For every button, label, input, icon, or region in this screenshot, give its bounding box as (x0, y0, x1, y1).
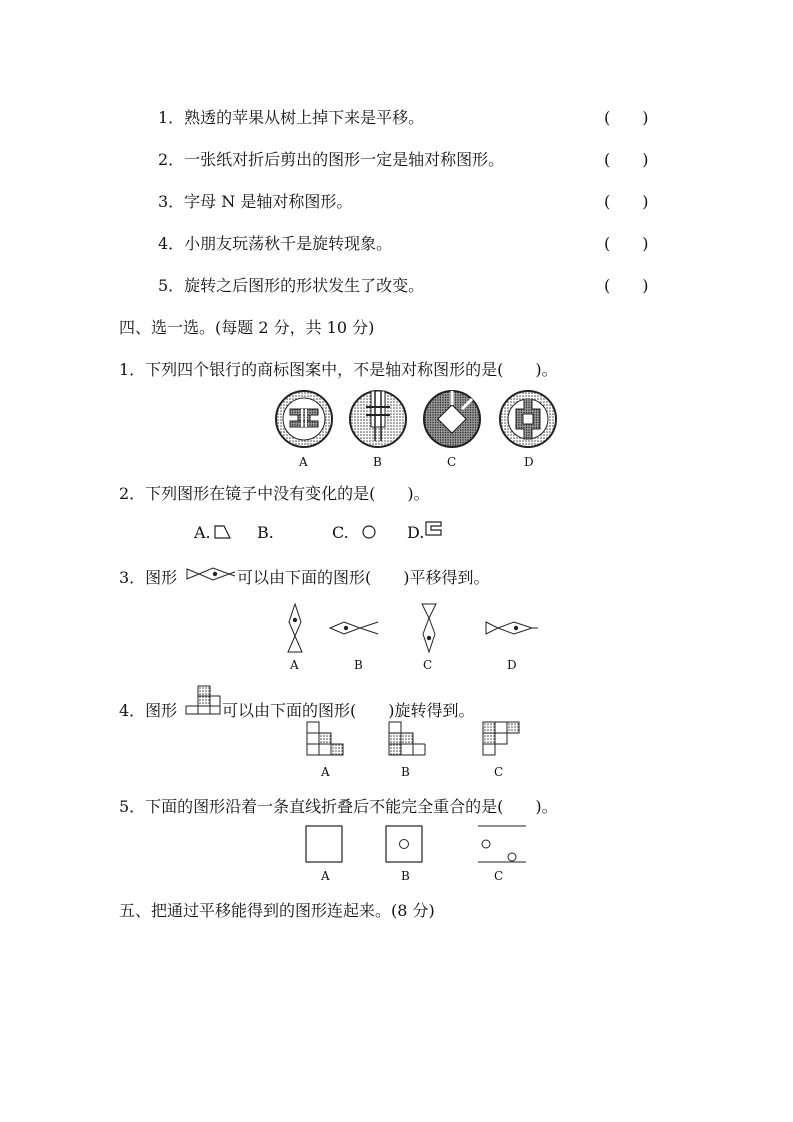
q3-options-figures (284, 602, 544, 658)
judge-item-2-text: 2．一张纸对折后剪出的图形一定是轴对称图形。 (158, 150, 505, 169)
judge-item-3-text: 3．字母 N 是轴对称图形。 (158, 192, 353, 211)
q1-stem: 1．下列四个银行的商标图案中，不是轴对称图形的是( )。 (119, 360, 558, 379)
logo-c-icon (424, 391, 480, 447)
q5-option-b-square-circle-icon (386, 826, 422, 862)
trapezoid-icon (213, 524, 233, 540)
q4-label-c: C (494, 765, 504, 779)
q3-stem-start: 3．图形 (119, 568, 178, 587)
q4-option-a-icon (307, 722, 343, 755)
q2-option-c: C. (332, 523, 349, 542)
circle-icon (360, 524, 378, 540)
q4-options-figures (305, 720, 525, 758)
judge-item-4-answer-blank[interactable]: ( ) (604, 234, 649, 253)
q4-stem-blocks-figure-icon (184, 684, 222, 716)
logo-d-icon (500, 391, 556, 447)
q1-label-b: B (373, 455, 382, 469)
fish-bowtie-figure-icon (185, 566, 237, 582)
logo-a-icon (276, 391, 332, 447)
judge-item-5-answer-blank[interactable]: ( ) (604, 276, 649, 295)
q2-option-a: A. (194, 523, 211, 542)
q4-label-b: B (401, 765, 410, 779)
q5-label-a: A (321, 869, 330, 883)
q4-label-a: A (321, 765, 330, 779)
judge-item-3-answer-blank[interactable]: ( ) (604, 192, 649, 211)
q4-option-c-icon (483, 722, 519, 755)
q5-label-c: C (494, 869, 504, 883)
logo-b-icon (350, 391, 406, 447)
judge-item-5-text: 5．旋转之后图形的形状发生了改变。 (158, 276, 425, 295)
q3-option-b-icon (330, 622, 378, 634)
section-5-heading: 五、把通过平移能得到的图形连起来。(8 分) (119, 901, 435, 920)
q3-label-c: C (423, 658, 433, 672)
q2-stem: 2．下列图形在镜子中没有变化的是( )。 (119, 484, 430, 503)
bracket-shape-icon (424, 520, 444, 538)
q1-label-c: C (447, 455, 457, 469)
judge-item-1-answer-blank[interactable]: ( ) (604, 108, 649, 127)
q3-label-a: A (290, 658, 299, 672)
q3-option-c-icon (422, 604, 436, 652)
q1-label-d: D (524, 455, 534, 469)
q5-stem: 5．下面的图形沿着一条直线折叠后不能完全重合的是( )。 (119, 797, 558, 816)
judge-item-4-text: 4．小朋友玩荡秋千是旋转现象。 (158, 234, 393, 253)
q3-option-d-icon (486, 622, 538, 634)
q3-stem-end: 可以由下面的图形( )平移得到。 (237, 568, 490, 587)
q5-options-figures (304, 824, 534, 866)
q4-stem-start: 4．图形 (119, 701, 178, 720)
q3-label-d: D (507, 658, 517, 672)
q5-option-a-square-icon (306, 826, 342, 862)
q2-option-b: B. (257, 523, 274, 542)
judge-item-1-text: 1．熟透的苹果从树上掉下来是平移。 (158, 108, 425, 127)
section-4-heading: 四、选一选。(每题 2 分，共 10 分) (119, 318, 375, 337)
q5-label-b: B (401, 869, 410, 883)
q1-bank-logos (272, 389, 572, 453)
q4-stem-end: 可以由下面的图形( )旋转得到。 (222, 701, 475, 720)
q4-option-b-icon (389, 722, 425, 755)
q1-label-a: A (299, 455, 308, 469)
judge-item-2-answer-blank[interactable]: ( ) (604, 150, 649, 169)
q3-label-b: B (354, 658, 363, 672)
q3-option-a-icon (288, 604, 302, 652)
q2-option-d: D. (407, 523, 425, 542)
q5-option-c-lines-circles-icon (478, 826, 526, 862)
